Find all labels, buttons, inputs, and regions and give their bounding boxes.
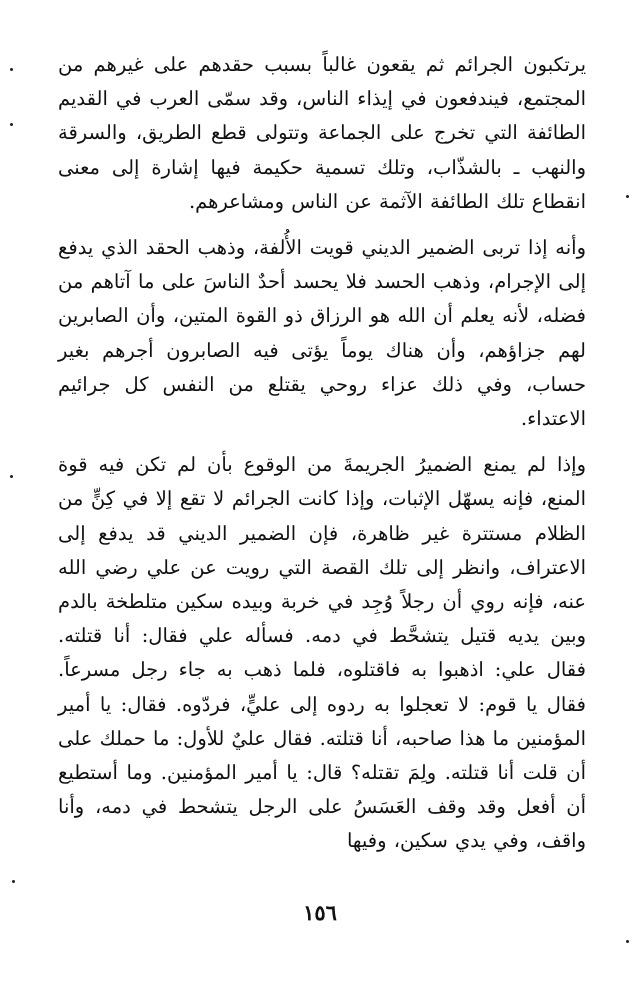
page-number: ١٥٦ <box>303 900 337 925</box>
scan-speck-mark <box>626 940 629 943</box>
scan-speck-mark <box>12 880 15 883</box>
paragraph-2: وأنه إذا تربى الضمير الديني قويت الأُلفة، وذهب الحقد الذي يدفع إلى الإجرام، وذهب الحسد فلا يحسد أحدٌ الناسَ على ما آتاهم من فضله، لأنه يعلم أن الله هو الرزاق ذو القوة المتين، وأن الصابرين لهم جزاؤهم، وأن هناك يوماً يؤتى فيه الصابرون أجرهم بغير حساب، وفي ذلك عزاء روحي يقتلع من النفس كل جرائيم الاعتداء. <box>58 236 587 431</box>
scan-speck-mark <box>626 195 629 198</box>
scan-speck-mark <box>10 123 13 126</box>
page-body <box>58 48 586 859</box>
paragraph-1: يرتكبون الجرائم ثم يقعون غالباً بسبب حقدهم على غيرهم من المجتمع، فيندفعون في إيذاء الناس، وقد سمّى العرب في القديم الطائفة التي تخرج على الجماعة وتتولى قطع الطريق، والسرقة والنهب ـ بالشذّاب، وتلك تسمية حكيمة فيها إشارة إلى معنى انقطاع تلك الطائفة الآثمة عن الناس ومشاعرهم. <box>58 53 586 213</box>
scan-speck-mark <box>10 475 13 478</box>
scan-speck-mark <box>10 68 13 71</box>
paragraph-3: وإذا لم يمنع الضميرُ الجريمةَ من الوقوع بأن لم تكن فيه قوة المنع، فإنه يسهّل الإثبات، وإذا كانت الجرائم لا تقع إلا في كِنٍّ من الظلام مستترة غير ظاهرة، فإن الضمير الديني قد يدفع إلى الاعتراف، وانظر إلى تلك القصة التي رويت عن علي رضي الله عنه، فإنه روي أن رجلاً وُجِد في خربة وبيده سكين متلطخة بالدم وبين يديه قتيل يتشحَّط في دمه. فسأله علي فقال: أنا قتلته. فقال علي: اذهبوا به فاقتلوه، فلما ذهب به جاء رجل مسرعاً. فقال يا قوم: لا تعجلوا به ردوه إلى عليٍّ، فردّوه. فقال: يا أمير المؤمنين ما هذا صاحبه، أنا قتلته. فقال عليٌ للأول: ما حملك على أن قلت أنا قتلته. ولِمَ تقتله؟ قال: يا أمير المؤمنين. وما أستطيع أن أفعل وقد وقف العَسَسُ على الرجل يتشحط في دمه، وأنا واقف، وفي يدي سكين، وفيها <box>58 453 586 853</box>
